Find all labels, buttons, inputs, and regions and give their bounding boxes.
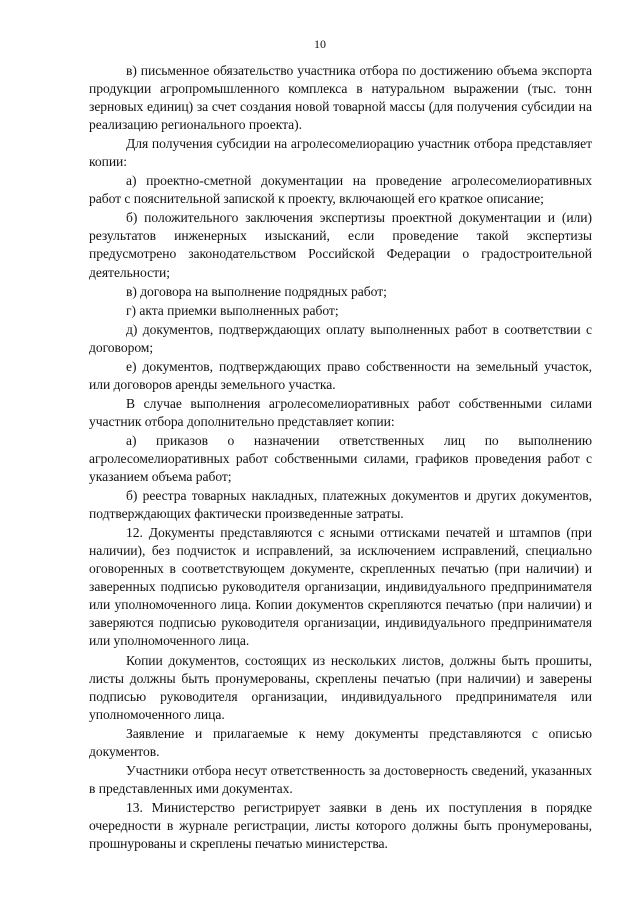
list-item-a-orders: а) приказов о назначении ответственных лиц по выполнению агролесомелиоративных работ собственными силами, графиков проведения работ с указанием объема работ; [89,432,592,485]
list-item-e-land-rights: е) документов, подтверждающих право собственности на земельный участок, или договоров аренды земельного участка. [89,358,592,392]
paragraph-clause-13: 13. Министерство регистрирует заявки в день их поступления в порядке очередности в журнале регистрации, листы которого должны быть пронумерованы, прошнурованы и скреплены печатью министерства. [89,799,592,851]
paragraph-responsibility: Участники отбора несут ответственность за достоверность сведений, указанных в представленных ими документах. [89,762,592,796]
list-item-d-payment-docs: д) документов, подтверждающих оплату выполненных работ в соответствии с договором; [89,321,592,355]
document-body [89,62,592,854]
list-item-a-design-docs: а) проектно-сметной документации на проведение агролесомелиоративных работ с пояснительной запиской к проекту, включающей его краткое описание; [89,173,592,207]
paragraph-agroforestry-intro: Для получения субсидии на агролесомелиорацию участник отбора представляет копии: [89,136,592,170]
list-item-b-expert-review: б) положительного заключения экспертизы проектной документации и (или) результатов инженерных изысканий, если проведение такой экспертизы предусмотрено законодательством Российской Федерации о градостроительной деятельности; [89,210,592,280]
list-item-v-contract: в) договора на выполнение подрядных работ; [126,283,387,299]
paragraph-obligation-export: в) письменное обязательство участника отбора по достижению объема экспорта продукции агропромышленного комплекса в натуральном выражении (тыс. тонн зерновых единиц) за счет создания новой товарной массы (для получения субсидии на реализацию регионального проекта). [89,63,592,133]
paragraph-clause-12: 12. Документы представляются с ясными оттисками печатей и штампов (при наличии), без подчисток и исправлений, за исключением исправлений, специально оговоренных в соответствующем документе, скрепленных печатью (при наличии) и заверенных подписью руководителя организации, индивидуального предпринимателя или уполномоченного лица. Копии документов скрепляются печатью (при наличии) и заверяются подписью руководителя организации, индивидуального предпринимателя или уполномоченного лица. [89,525,592,649]
list-item-g-acceptance-act: г) акта приемки выполненных работ; [126,302,339,318]
paragraph-multi-sheet-copies: Копии документов, состоящих из нескольких листов, должны быть прошиты, листы должны быть пронумерованы, скреплены печатью (при наличии) и заверены подписью руководителя организации, индивидуального предпринимателя или уполномоченного лица. [89,652,592,722]
paragraph-inventory: Заявление и прилагаемые к нему документы представляются с описью документов. [89,725,592,759]
list-item-b-invoice-registry: б) реестра товарных накладных, платежных документов и других документов, подтверждающих фактически произведенные затраты. [89,488,592,522]
page-number: 10 [314,37,326,51]
paragraph-own-forces-intro: В случае выполнения агролесомелиоративных работ собственными силами участник отбора дополнительно представляет копии: [89,395,592,429]
